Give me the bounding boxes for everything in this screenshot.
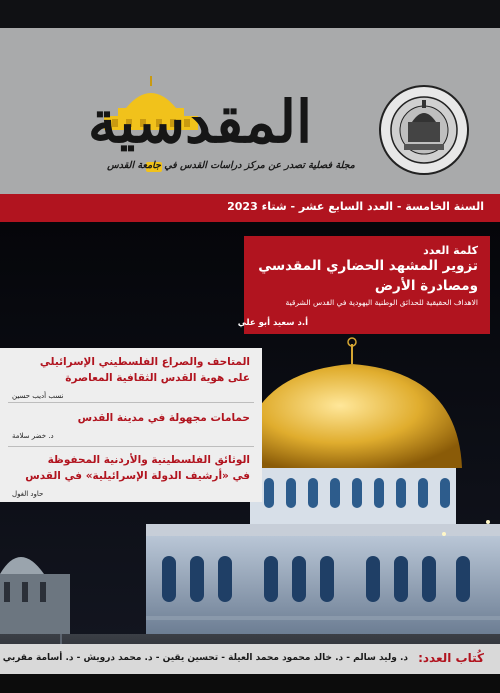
editorial-author: أ.د سعيد أبو علي bbox=[237, 318, 308, 328]
article-author: حاود الغول bbox=[12, 490, 44, 498]
article-title-line2: في «أرشيف الدولة الإسرائيلية» في القدس bbox=[25, 470, 250, 482]
article-item[interactable] bbox=[0, 452, 262, 500]
magazine-title: المقدسية bbox=[87, 88, 313, 156]
article-author: نسب أديب حسين bbox=[12, 392, 64, 400]
editorial-kicker: كلمة العدد bbox=[423, 244, 478, 257]
contributors-label: كُتاب العدد: bbox=[418, 651, 484, 665]
issue-line: السنة الخامسة - العدد السابع عشر - شتاء 2023 bbox=[227, 200, 484, 213]
article-divider bbox=[8, 446, 254, 447]
editorial-subtitle: الاهداف الحقيقية للحدائق الوطنية اليهودية في القدس الشرقية bbox=[285, 298, 478, 307]
top-black-band bbox=[0, 0, 500, 28]
university-seal-logo bbox=[378, 84, 470, 176]
article-divider bbox=[8, 402, 254, 403]
bottom-black-band bbox=[0, 674, 500, 693]
contributors-bar bbox=[0, 644, 500, 674]
editorial-title-line1: تزوير المشهد الحضاري المقدسي bbox=[258, 258, 478, 274]
article-author: د. خضر سلامة bbox=[12, 432, 54, 440]
article-title: الوثائق الفلسطينية والأردنية المحفوظة bbox=[47, 454, 250, 466]
article-title: حمامات مجهولة في مدينة القدس bbox=[77, 412, 250, 424]
contributors-names: د. وليد سالم - د. خالد محمود محمد العيلة - تحسين يقين - د. محمد درويش - د. أسامة مقربي bbox=[2, 653, 408, 663]
article-item[interactable] bbox=[0, 410, 262, 444]
article-title: المتاحف والصراع الفلسطيني الإسرائيلي bbox=[39, 356, 250, 368]
article-item[interactable] bbox=[0, 354, 262, 402]
magazine-subtitle: مجلة فصلية تصدر عن مركز دراسات القدس في جامعة القدس bbox=[107, 160, 355, 171]
article-title-line2: على هوية القدس الثقافية المعاصرة bbox=[65, 372, 250, 384]
issue-band bbox=[0, 194, 500, 222]
articles-panel bbox=[0, 348, 262, 502]
editorial-title-line2: ومصادرة الأرض bbox=[374, 278, 478, 294]
